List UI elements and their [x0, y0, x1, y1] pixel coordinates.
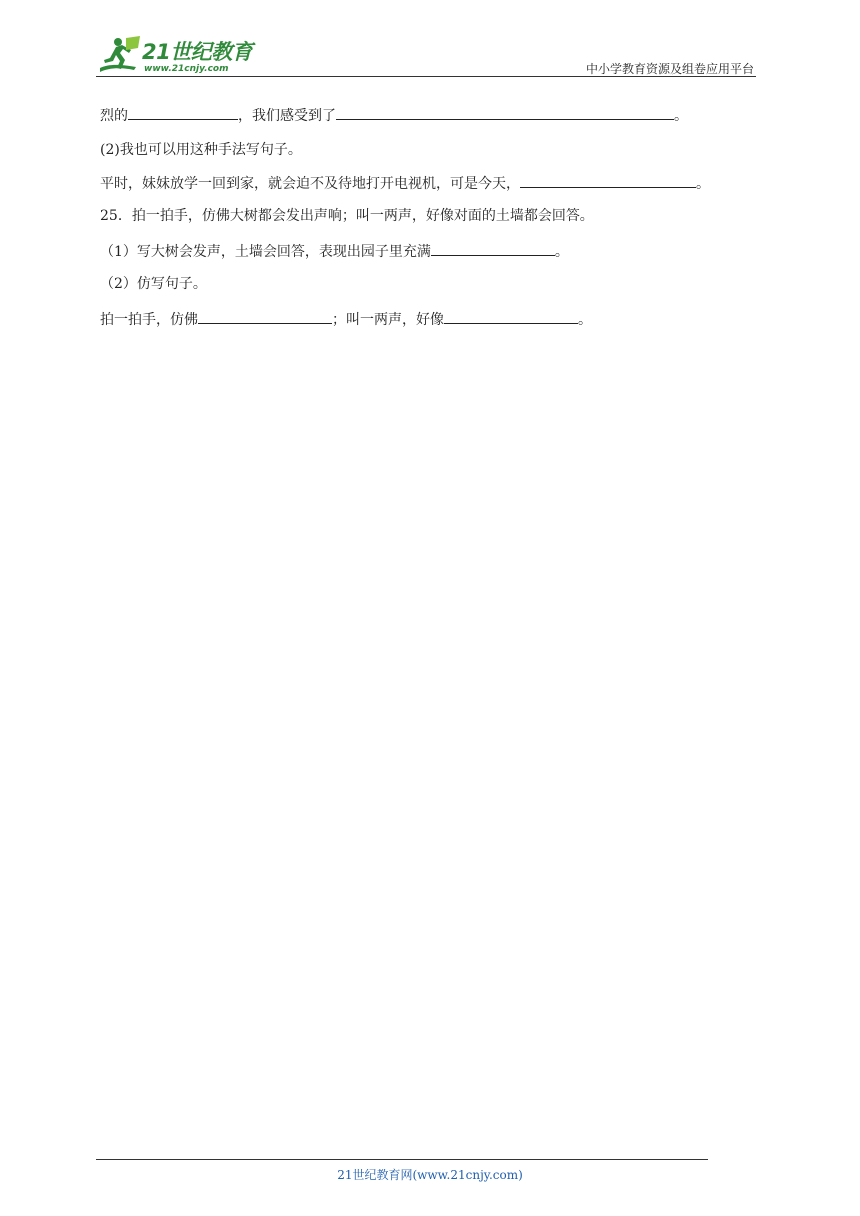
text-line-2: (2)我也可以用这种手法写句子。 [100, 142, 302, 158]
answer-blank[interactable] [198, 309, 332, 324]
text-segment: 烈的 [100, 108, 128, 124]
text-segment: （1）写大树会发声，土墙会回答，表现出园子里充满 [100, 244, 431, 260]
site-logo [96, 34, 266, 78]
platform-title: 中小学教育资源及组卷应用平台 [585, 62, 754, 76]
text-segment: ，我们感受到了 [238, 108, 336, 124]
text-segment: 拍一拍手，仿佛 [100, 312, 198, 328]
question-25-part-3 [100, 309, 592, 330]
text-segment: 。 [696, 176, 710, 192]
text-line-3 [100, 173, 710, 194]
logo-url: www.21cnjy.com [144, 64, 229, 74]
question-25: 25．拍一拍手，仿佛大树都会发出声响；叫一两声，好像对面的土墙都会回答。 [100, 208, 594, 224]
text-segment: 。 [554, 244, 569, 260]
answer-blank[interactable] [128, 105, 238, 120]
text-segment: 。 [674, 108, 688, 124]
footer-divider [96, 1159, 708, 1160]
question-25-part-1 [100, 241, 569, 262]
question-25-part-2: （2）仿写句子。 [100, 276, 207, 292]
text-segment: 。 [578, 312, 592, 328]
text-segment: ；叫一两声，好像 [332, 312, 444, 328]
page-footer: 21世纪教育网(www.21cnjy.com) [337, 1168, 523, 1182]
page-header [96, 30, 756, 78]
runner-logo-icon [96, 34, 146, 78]
text-line-1 [100, 105, 688, 126]
answer-blank[interactable] [336, 105, 674, 120]
answer-blank[interactable] [444, 309, 578, 324]
logo-text: 21世纪教育 [142, 40, 253, 64]
answer-blank[interactable] [431, 241, 555, 256]
header-divider [96, 76, 756, 77]
answer-blank[interactable] [520, 173, 696, 188]
text-segment: 平时，妹妹放学一回到家，就会迫不及待地打开电视机，可是今天， [100, 176, 520, 192]
